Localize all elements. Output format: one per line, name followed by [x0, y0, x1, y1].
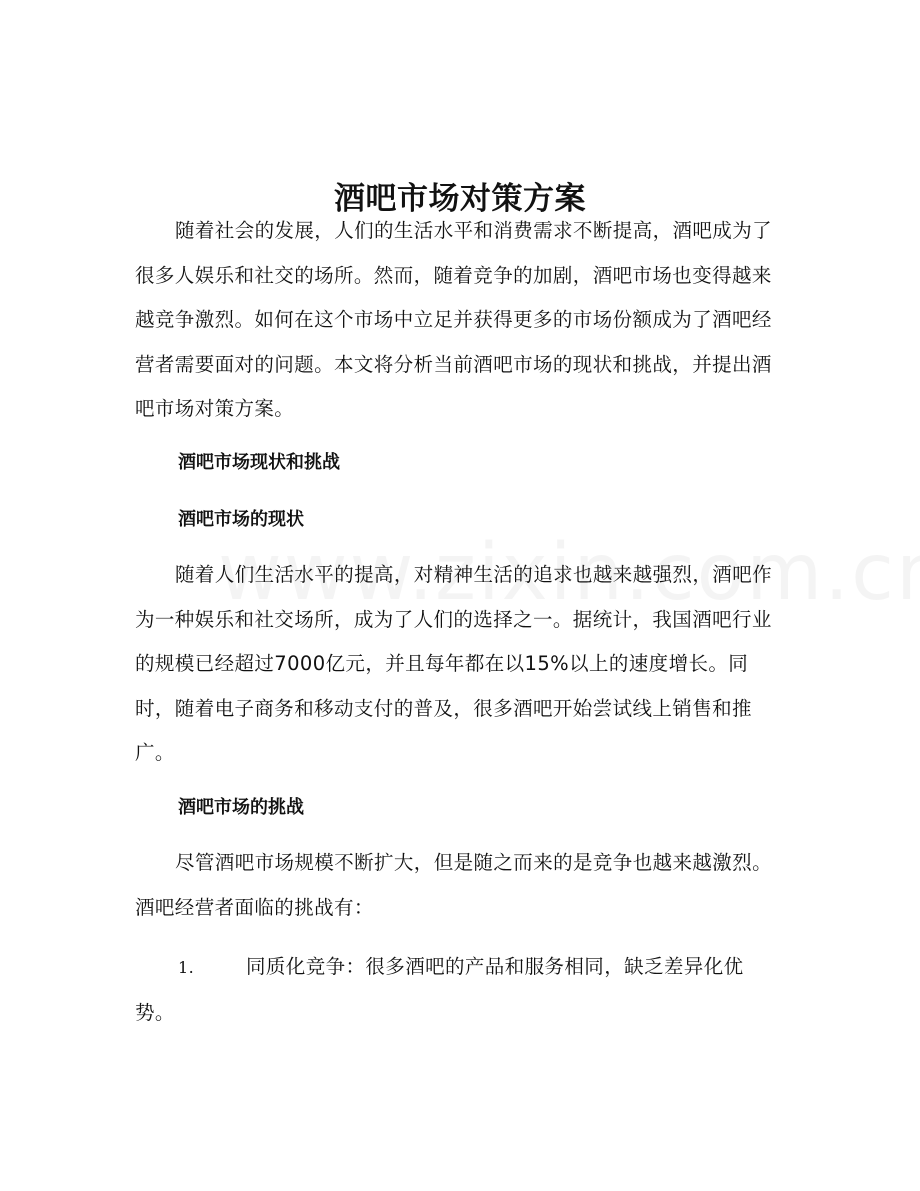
- intro-paragraph: 随着社会的发展，人们的生活水平和消费需求不断提高，酒吧成为了很多人娱乐和社交的场所。然而，随着竞争的加剧，酒吧市场也变得越来越竞争激烈。如何在这个市场中立足并获得更多的市场份额成为了酒吧经营者需要面对的问题。本文将分析当前酒吧市场的现状和挑战，并提出酒吧市场对策方案。: [135, 219, 773, 420]
- list-item-number: 1.: [178, 958, 195, 977]
- subsection-heading-market-status: 酒吧市场的现状: [178, 509, 304, 530]
- list-item-text: 同质化竞争：很多酒吧的产品和服务相同，缺乏差异化优势。: [135, 955, 744, 1024]
- section-heading-market-status-challenges: 酒吧市场现状和挑战: [178, 452, 340, 473]
- market-challenges-paragraph: 尽管酒吧市场规模不断扩大，但是随之而来的是竞争也越来越激烈。酒吧经营者面临的挑战有：: [135, 851, 773, 919]
- market-status-paragraph: 随着人们生活水平的提高，对精神生活的追求也越来越强烈，酒吧作为一种娱乐和社交场所，成为了人们的选择之一。据统计，我国酒吧行业的规模已经超过7000亿元，并且每年都在以15%以上的速度增长。同时，随着电子商务和移动支付的普及，很多酒吧开始尝试线上销售和推广。: [135, 563, 773, 764]
- subsection-heading-market-challenges: 酒吧市场的挑战: [178, 797, 304, 818]
- document-title: 酒吧市场对策方案: [334, 180, 586, 217]
- list-item: [135, 945, 775, 1035]
